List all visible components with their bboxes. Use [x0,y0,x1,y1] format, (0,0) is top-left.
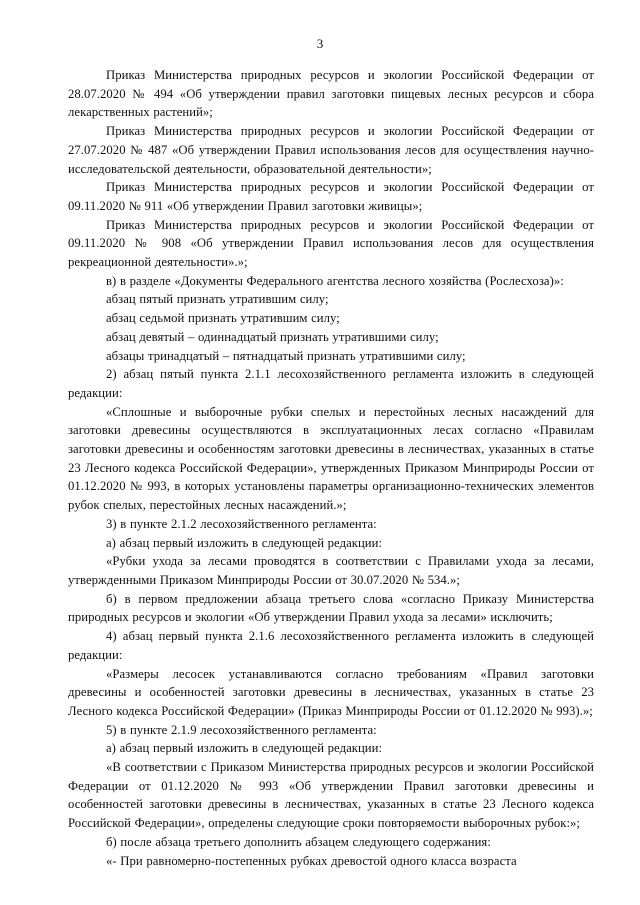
paragraph-order-908: Приказ Министерства природных ресурсов и экологии Российской Федерации от 09.11.2020 № 908 «Об утверждении Правил использования лесов для осуществления рекреационной деятельности».»; [68,217,594,270]
paragraph-quote-uniform: «- При равномерно-постепенных рубках древостой одного класса возраста [106,853,517,868]
paragraph-item-5: 5) в пункте 2.1.9 лесохозяйственного регламента: [106,722,377,737]
paragraph-abzac-7: абзац седьмой признать утратившим силу; [106,311,340,326]
paragraph-item-3b: б) в первом предложении абзаца третьего слова «согласно Приказу Министерства природных ресурсов и экологии «Об утверждении Правил ухода за лесами» исключить; [68,591,594,625]
paragraph-section-v: в) в разделе «Документы Федерального агентства лесного хозяйства (Рослесхоза)»: [106,273,564,288]
paragraph-item-3a: а) абзац первый изложить в следующей редакции: [106,535,383,550]
page-number: 3 [316,36,324,51]
paragraph-abzac-5: абзац пятый признать утратившим силу; [106,292,329,307]
paragraph-quote-sizes: «Размеры лесосек устанавливаются согласно требованиям «Правил заготовки древесины и особенностей заготовки древесины в лесничествах, указанных в статье 23 Лесного кодекса Российской Федерации» (Приказ Минприроды России от 01.12.2020 № 993).»; [68,666,594,718]
paragraph-order-494: Приказ Министерства природных ресурсов и экологии Российской Федерации от 28.07.2020 № 494 «Об утверждении правил заготовки пищевых лесных ресурсов и сбора лекарственных растений»; [68,68,594,120]
paragraph-order-487: Приказ Министерства природных ресурсов и экологии Российской Федерации от 27.07.2020 № 487 «Об утверждении Правил использования лесов для осуществления научно-исследовательской деятельности, образовательной деятельности»; [68,124,594,176]
paragraph-abzac-9-11: абзац девятый – одиннадцатый признать утратившими силу; [106,329,439,344]
paragraph-item-4: 4) абзац первый пункта 2.1.6 лесохозяйственного регламента изложить в следующей редакции: [68,629,594,662]
paragraph-quote-felling: «Сплошные и выборочные рубки спелых и перестойных лесных насаждений для заготовки древесины осуществляются в эксплуатационных лесах согласно «Правилам заготовки древесины и особенностям заготовки древесины в лесничествах, указанных в статье 23 Лесного кодекса Российской Федерации», утвержденных Приказом Минприроды России от 01.12.2020 № 993, в которых установлены параметры организационно-технических элементов рубок спелых, перестойных лесных насаждений.»; [68,404,594,513]
paragraph-item-5b: б) после абзаца третьего дополнить абзацем следующего содержания: [106,834,491,849]
document-body [68,66,594,870]
paragraph-item-2: 2) абзац пятый пункта 2.1.1 лесохозяйственного регламента изложить в следующей редакции: [68,367,594,400]
paragraph-quote-care: «Рубки ухода за лесами проводятся в соответствии с Правилами ухода за лесами, утвержденными Приказом Минприроды России от 30.07.2020 № 534.»; [68,554,594,587]
paragraph-item-3: 3) в пункте 2.1.2 лесохозяйственного регламента: [106,516,377,531]
paragraph-abzac-13-15: абзацы тринадцатый – пятнадцатый признать утратившими силу; [106,348,466,363]
paragraph-item-5a: а) абзац первый изложить в следующей редакции: [106,741,383,756]
paragraph-quote-periods: «В соответствии с Приказом Министерства природных ресурсов и экологии Российской Федерации от 01.12.2020 № 993 «Об утверждении Правил заготовки древесины и особенностей заготовки древесины в лесничествах, указанных в статье 23 Лесного кодекса Российской Федерации», определены следующие сроки повторяемости выборочных рубок:»; [68,760,594,831]
paragraph-order-911: Приказ Министерства природных ресурсов и экологии Российской Федерации от 09.11.2020 № 911 «Об утверждении Правил заготовки живицы»; [68,180,594,213]
